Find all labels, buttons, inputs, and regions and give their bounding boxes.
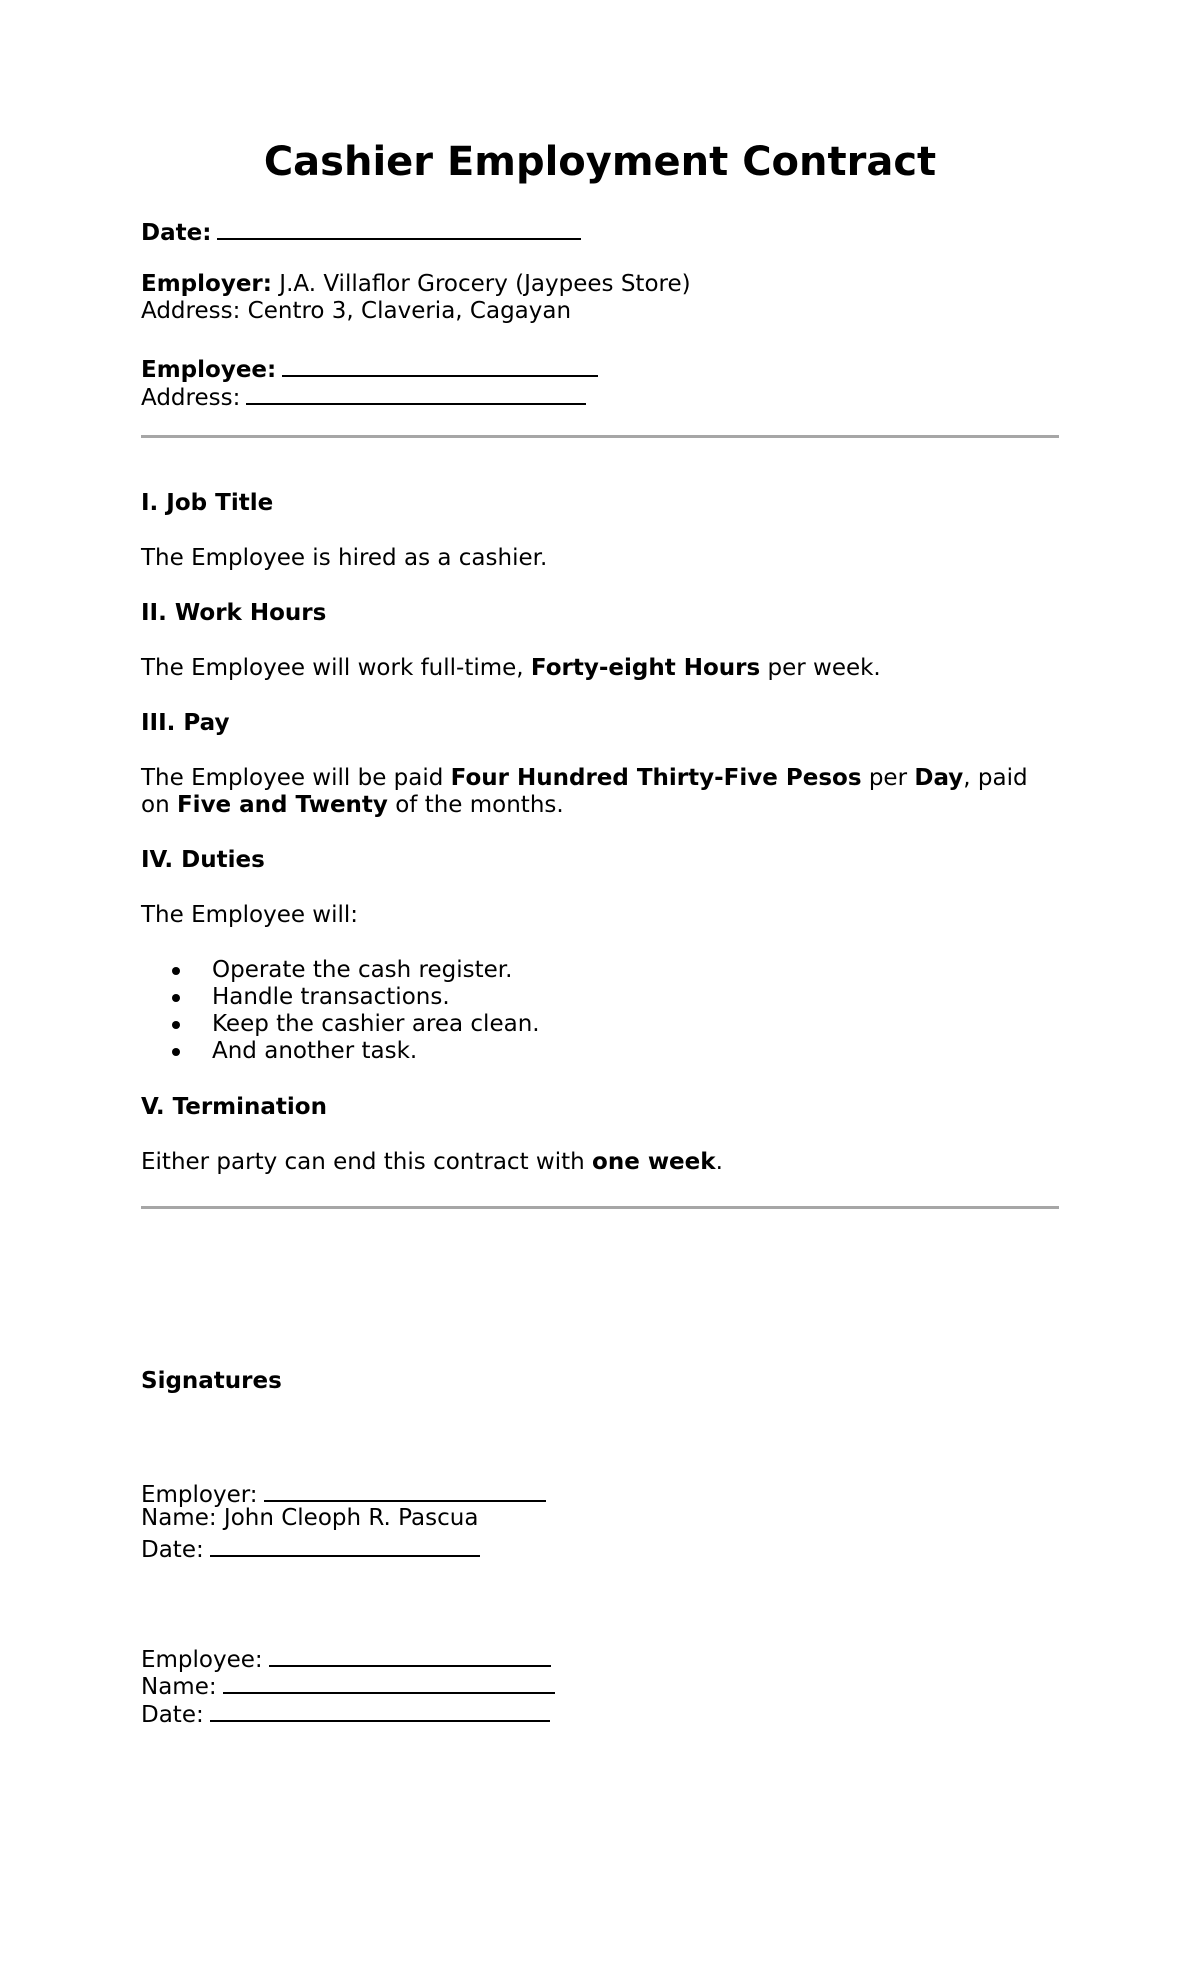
pay-days: Five and Twenty (176, 792, 388, 818)
employee-signature-label: Employee: (141, 1647, 263, 1673)
employer-signature-date-blank (210, 1535, 480, 1557)
divider-top (141, 435, 1059, 438)
employee-signature-blank (269, 1645, 551, 1667)
termination-prefix: Either party can end this contract with (141, 1149, 585, 1175)
date-line (141, 218, 581, 245)
termination-suffix: . (715, 1149, 723, 1175)
date-label: Date: (141, 220, 212, 246)
bullet-icon (172, 1021, 180, 1029)
section-text-termination (141, 1151, 723, 1174)
employee-signature-date-line (141, 1700, 550, 1727)
employee-label: Employee: (141, 357, 277, 383)
work-hours-prefix: The Employee will work full-time, (141, 655, 524, 681)
bullet-icon (172, 967, 180, 975)
duty-item: Operate the cash register. (212, 957, 513, 983)
pay-line2-suffix: of the months. (395, 792, 564, 818)
duty-item: Handle transactions. (212, 984, 450, 1010)
divider-bottom (141, 1206, 1059, 1209)
duties-intro: The Employee will: (141, 902, 359, 928)
employee-address-blank (246, 383, 586, 405)
employee-signature-name-blank (223, 1672, 555, 1694)
pay-line1-suffix: , paid (963, 765, 1028, 791)
employee-line (141, 355, 598, 382)
employee-signature-line (141, 1645, 551, 1672)
section-heading-work-hours: II. Work Hours (141, 600, 327, 626)
employee-signature-name-label: Name: (141, 1674, 217, 1700)
employer-signature-date-line (141, 1535, 480, 1562)
pay-period: Day (914, 765, 964, 791)
section-text-job-title: The Employee is hired as a cashier. (141, 545, 548, 571)
employer-address: Address: Centro 3, Claveria, Cagayan (141, 298, 572, 324)
employee-signature-name-line (141, 1672, 555, 1699)
section-heading-termination: V. Termination (141, 1094, 327, 1120)
employer-signature-line (141, 1480, 546, 1507)
employer-signature-blank (264, 1480, 546, 1502)
duty-item: Keep the cashier area clean. (212, 1011, 540, 1037)
employee-signature-date-label: Date: (141, 1702, 204, 1728)
employee-signature-date-blank (210, 1700, 550, 1722)
bullet-icon (172, 994, 180, 1002)
section-text-work-hours (141, 657, 881, 680)
section-heading-pay: III. Pay (141, 710, 230, 736)
employee-address-label: Address: (141, 385, 241, 411)
section-heading-duties: IV. Duties (141, 847, 265, 873)
page-title: Cashier Employment Contract (263, 139, 937, 185)
pay-text-line-2 (141, 794, 564, 817)
date-blank (217, 218, 581, 240)
duty-item: And another task. (212, 1038, 418, 1064)
employer-signature-date-label: Date: (141, 1537, 204, 1563)
signatures-heading: Signatures (141, 1368, 282, 1394)
employer-label: Employer: (141, 271, 272, 297)
employee-blank (282, 355, 598, 377)
pay-amount: Four Hundred Thirty-Five Pesos (450, 765, 862, 791)
termination-notice: one week (592, 1149, 716, 1175)
work-hours-suffix: per week. (767, 655, 881, 681)
pay-line2-prefix: on (141, 792, 170, 818)
employer-line (141, 273, 691, 296)
employer-signature-label: Employer: (141, 1482, 258, 1508)
pay-prefix: The Employee will be paid (141, 765, 444, 791)
employee-address-line (141, 383, 586, 410)
bullet-icon (172, 1048, 180, 1056)
pay-text-line-1 (141, 767, 1028, 790)
employer-name: J.A. Villaflor Grocery (Jaypees Store) (279, 271, 691, 297)
pay-per: per (868, 765, 908, 791)
section-heading-job-title: I. Job Title (141, 490, 274, 516)
work-hours-amount: Forty-eight Hours (530, 655, 761, 681)
employer-signature-name: Name: John Cleoph R. Pascua (141, 1505, 479, 1531)
